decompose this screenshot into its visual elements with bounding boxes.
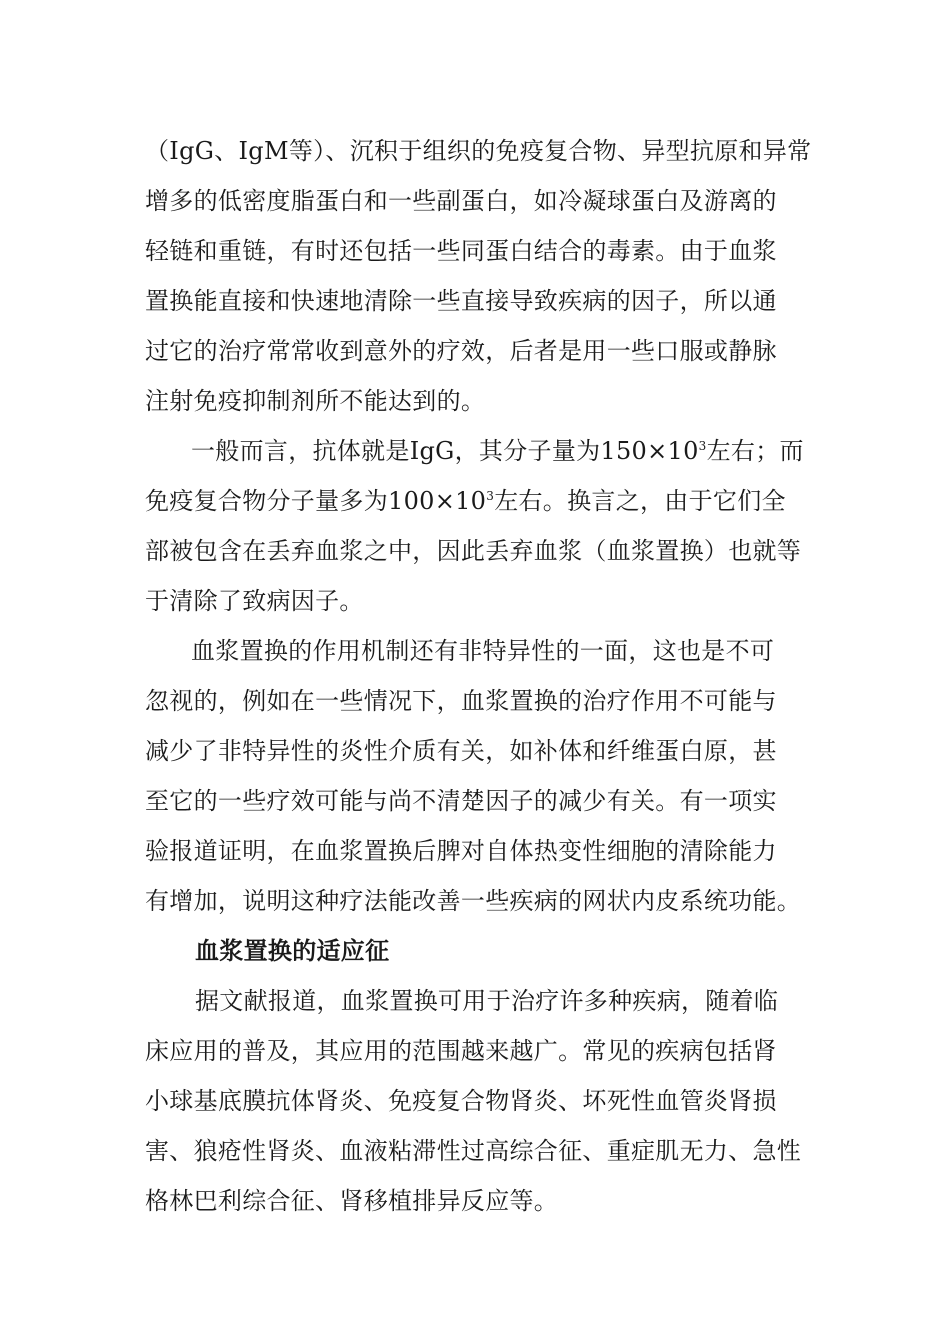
text-line: 忽视的，例如在一些情况下，血浆置换的治疗作用不可能与	[145, 687, 777, 715]
text-line: 置换能直接和快速地清除一些直接导致疾病的因子，所以通	[145, 287, 777, 315]
text-line: 有增加，说明这种疗法能改善一些疾病的网状内皮系统功能。	[145, 887, 802, 915]
text-line: （IgG、IgM等）、沉积于组织的免疫复合物、异型抗原和异常	[145, 137, 812, 165]
paragraph-1	[145, 126, 820, 426]
paragraph-2	[145, 426, 820, 626]
text-line: 部被包含在丢弃血浆之中，因此丢弃血浆（血浆置换）也就等	[145, 537, 802, 565]
text-segment: 左右；而	[706, 437, 804, 465]
text-line: 验报道证明，在血浆置换后脾对自体热变性细胞的清除能力	[145, 837, 777, 865]
text-line: 格林巴利综合征、肾移植排异反应等。	[145, 1187, 559, 1215]
text-segment: 免疫复合物分子量多为100×10	[145, 487, 487, 515]
text-line: 于清除了致病因子。	[145, 587, 364, 615]
text-line: 增多的低密度脂蛋白和一些副蛋白，如冷凝球蛋白及游离的	[145, 187, 777, 215]
text-line: 减少了非特异性的炎性介质有关，如补体和纤维蛋白原，甚	[145, 737, 777, 765]
text-line: 轻链和重链，有时还包括一些同蛋白结合的毒素。由于血浆	[145, 237, 777, 265]
text-line	[145, 426, 820, 476]
text-line: 据文献报道，血浆置换可用于治疗许多种疾病，随着临	[195, 987, 779, 1015]
section-heading: 血浆置换的适应征	[195, 937, 390, 965]
text-line: 血浆置换的作用机制还有非特异性的一面，这也是不可	[191, 637, 775, 665]
text-line: 至它的一些疗效可能与尚不清楚因子的减少有关。有一项实	[145, 787, 777, 815]
text-line: 注射免疫抑制剂所不能达到的。	[145, 387, 486, 415]
text-segment: 左右。换言之，由于它们全	[494, 487, 786, 515]
paragraph-3	[145, 626, 820, 926]
text-line: 害、狼疮性肾炎、血液粘滞性过高综合征、重症肌无力、急性	[145, 1137, 802, 1165]
document-page	[145, 126, 820, 1226]
text-line: 小球基底膜抗体肾炎、免疫复合物肾炎、坏死性血管炎肾损	[145, 1087, 777, 1115]
paragraph-4	[145, 976, 820, 1226]
text-line: 过它的治疗常常收到意外的疗效，后者是用一些口服或静脉	[145, 337, 777, 365]
superscript: 3	[486, 489, 495, 503]
text-line: 床应用的普及，其应用的范围越来越广。常见的疾病包括肾	[145, 1037, 777, 1065]
superscript: 3	[698, 439, 707, 453]
text-line	[145, 476, 820, 526]
text-segment: 一般而言，抗体就是IgG，其分子量为150×10	[191, 437, 699, 465]
